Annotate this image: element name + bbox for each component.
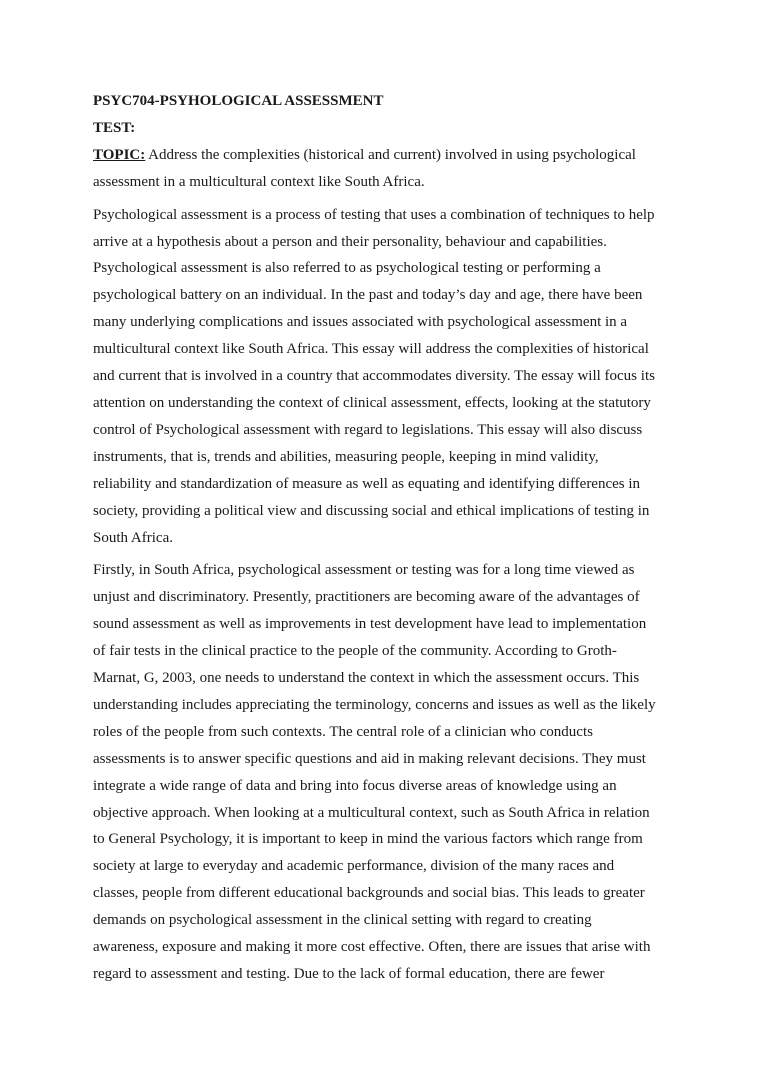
paragraph-line: society at large to everyday and academic performance, division of the many races and (93, 858, 615, 875)
paragraph-line: integrate a wide range of data and bring into focus diverse areas of knowledge using an (93, 777, 617, 794)
paragraph-line: Psychological assessment is a process of testing that uses a combination of techniques to help (93, 206, 655, 223)
paragraph-line: Marnat, G, 2003, one needs to understand the context in which the assessment occurs. This (93, 670, 640, 687)
paragraph-line: awareness, exposure and making it more cost effective. Often, there are issues that arise with (93, 939, 651, 956)
paragraph-line: of fair tests in the clinical practice to the people of the community. According to Groth- (93, 643, 617, 660)
paragraph-line: many underlying complications and issues associated with psychological assessment in a (93, 314, 628, 331)
document-page (93, 88, 689, 988)
paragraph-line: assessments is to answer specific questions and aid in making relevant decisions. They must (93, 750, 646, 767)
paragraph-line: demands on psychological assessment in the clinical setting with regard to creating (93, 912, 592, 929)
paragraph-line: society, providing a political view and discussing social and ethical implications of testing in (93, 502, 650, 519)
paragraph-line: reliability and standardization of measure as well as equating and identifying differences in (93, 475, 641, 492)
paragraph-line: objective approach. When looking at a multicultural context, such as South Africa in relation (93, 804, 650, 821)
paragraph-1 (93, 202, 689, 552)
paragraph-line: to General Psychology, it is important to keep in mind the various factors which range from (93, 831, 643, 848)
paragraph-line: understanding includes appreciating the terminology, concerns and issues as well as the likely (93, 696, 656, 713)
paragraph-line: control of Psychological assessment with regard to legislations. This essay will also discuss (93, 421, 643, 438)
paragraph-line: psychological battery on an individual. In the past and today’s day and age, there have been (93, 287, 643, 304)
paragraph-line: instruments, that is, trends and abilities, measuring people, keeping in mind validity, (93, 448, 599, 465)
paragraph-line: classes, people from different educational backgrounds and social bias. This leads to greater (93, 885, 645, 902)
paragraph-line: sound assessment as well as improvements in test development have lead to implementation (93, 616, 647, 633)
paragraph-line: unjust and discriminatory. Presently, practitioners are becoming aware of the advantages of (93, 589, 640, 606)
topic-text-1: Address the complexities (historical and current) involved in using psychological (145, 146, 636, 163)
topic-line-1 (93, 142, 689, 169)
topic-label: TOPIC: (93, 146, 146, 163)
paragraph-line: regard to assessment and testing. Due to the lack of formal education, there are fewer (93, 966, 605, 982)
paragraph-line: attention on understanding the context of clinical assessment, effects, looking at the statutory (93, 394, 651, 411)
test-label: TEST: (93, 119, 136, 136)
paragraph-line: Firstly, in South Africa, psychological assessment or testing was for a long time viewed as (93, 562, 635, 579)
paragraph-line: Psychological assessment is also referred to as psychological testing or performing a (93, 260, 601, 277)
paragraph-2 (93, 557, 689, 988)
paragraph-line: and current that is involved in a country that accommodates diversity. The essay will focus its (93, 368, 655, 385)
paragraph-line: roles of the people from such contexts. The central role of a clinician who conducts (93, 723, 593, 740)
paragraph-line: multicultural context like South Africa. This essay will address the complexities of historical (93, 341, 649, 358)
paragraph-line: arrive at a hypothesis about a person and their personality, behaviour and capabilities. (93, 233, 607, 250)
topic-line-2: assessment in a multicultural context like South Africa. (93, 173, 425, 190)
paragraph-line: South Africa. (93, 529, 173, 546)
document-title: PSYC704-PSYHOLOGICAL ASSESSMENT (93, 93, 384, 109)
